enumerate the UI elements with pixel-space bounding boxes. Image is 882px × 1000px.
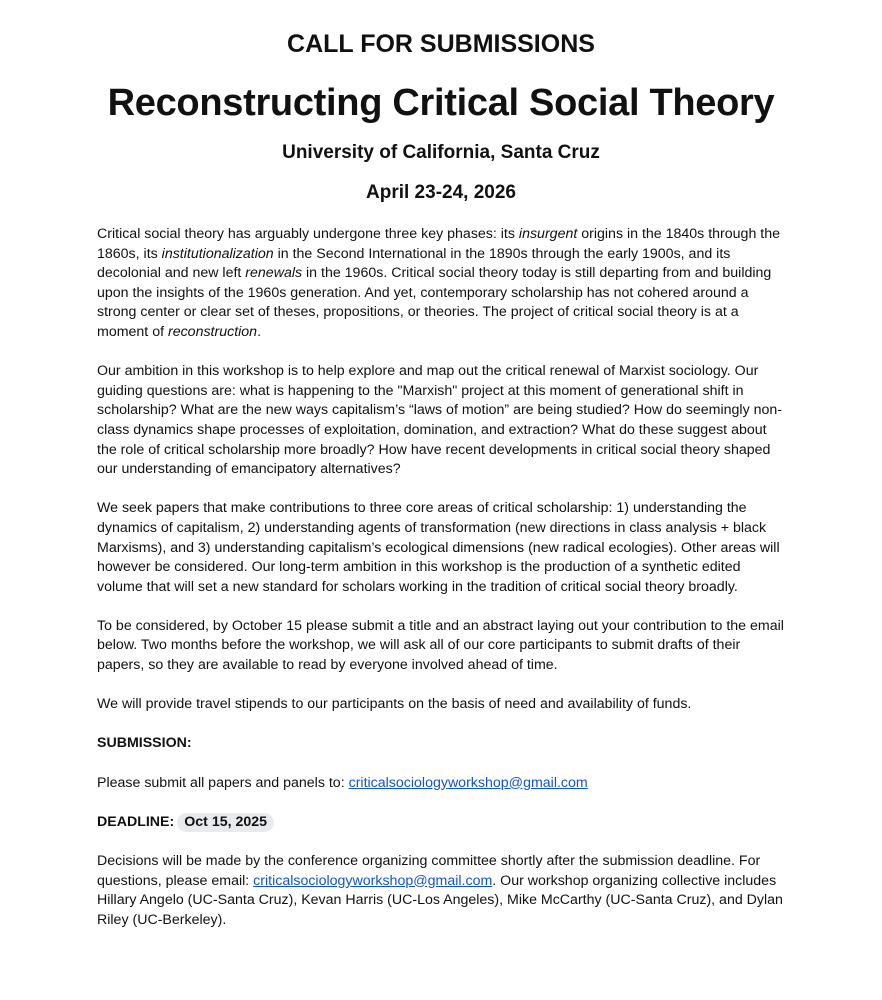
submission-email-link[interactable]: criticalsociologyworkshop@gmail.com [348, 774, 588, 791]
deadline-date-chip[interactable]: Oct 15, 2025 [177, 813, 274, 833]
paragraph-phases [97, 225, 785, 343]
text-span: in the 1960s. Critical social theory today is still departing from and building upon the insights of the 1960s generation. And yet, contemporary scholarship has not cohered around a strong center or clear set of theses, propositions, or theories. The project of critical social theory is at a moment of [97, 265, 772, 340]
call-for-submissions-heading: CALL FOR SUBMISSIONS [287, 30, 595, 58]
emphasis-renewals: renewals [245, 265, 303, 282]
event-dates: April 23-24, 2026 [366, 182, 516, 203]
document-title: Reconstructing Critical Social Theory [107, 82, 775, 124]
text-span: origins in the 1840s through the 1860s, its [97, 226, 781, 262]
paragraph-closing [97, 852, 785, 930]
submission-line [97, 774, 785, 794]
deadline-line [97, 813, 785, 833]
submission-lead-text: Please submit all papers and panels to: [97, 774, 349, 791]
submission-heading: SUBMISSION: [97, 735, 192, 752]
paragraph-papers-sought: We seek papers that make contributions to three core areas of critical scholarship: 1) understanding the dynamics of capitalism, 2) understanding agents of transformation (new directions in class analysis + black Marxisms), and 3) understanding capitalism’s ecological dimensions (new radical ecologies). Other areas will however be considered. Our long-term ambition in this workshop is the production of a synthetic edited volume that will set a new standard for scholars working in the tradition of critical social theory broadly. [97, 500, 780, 595]
text-span: Critical social theory has arguably undergone three key phases: its [97, 226, 519, 242]
emphasis-insurgent: insurgent [518, 226, 578, 242]
paragraph-ambition: Our ambition in this workshop is to help explore and map out the critical renewal of Marxist sociology. Our guiding questions are: what is happening to the "Marxish" project at this moment of generational shift in scholarship? What are the new ways capitalism’s “laws of motion” are being studied? How do seemingly non-class dynamics shape processes of exploitation, domination, and extraction? What do these suggest about the role of critical scholarship more broadly? How have recent developments in critical social theory shaped our understanding of emancipatory alternatives? [97, 363, 783, 478]
paragraph-travel-stipends: We will provide travel stipends to our participants on the basis of need and availability of funds. [97, 696, 692, 713]
emphasis-institutionalization: institutionalization [161, 245, 274, 262]
institution-line: University of California, Santa Cruz [282, 142, 600, 163]
text-span: . [257, 323, 262, 340]
questions-email-link[interactable]: criticalsociologyworkshop@gmail.com [253, 872, 493, 889]
deadline-label: DEADLINE: [97, 813, 175, 830]
emphasis-reconstruction: reconstruction [167, 323, 258, 340]
paragraph-consideration: To be considered, by October 15 please submit a title and an abstract laying out your contribution to the email below. Two months before the workshop, we will ask all of our core participants to submit drafts of their papers, so they are available to read by everyone involved ahead of time. [97, 617, 784, 674]
text-span: Decisions will be made by the conference organizing committee shortly after the submission deadline. For questions, please email: [97, 853, 761, 889]
document-body [97, 225, 785, 930]
text-span: . Our workshop organizing collective includes Hillary Angelo (UC-Santa Cruz), Kevan Harris (UC-Los Angeles), Mike McCarthy (UC-Santa Cruz), and Dylan Riley (UC-Berkeley). [97, 872, 783, 928]
text-span: in the Second International in the 1890s through the early 1900s, and its decolonial and new left [97, 245, 731, 282]
